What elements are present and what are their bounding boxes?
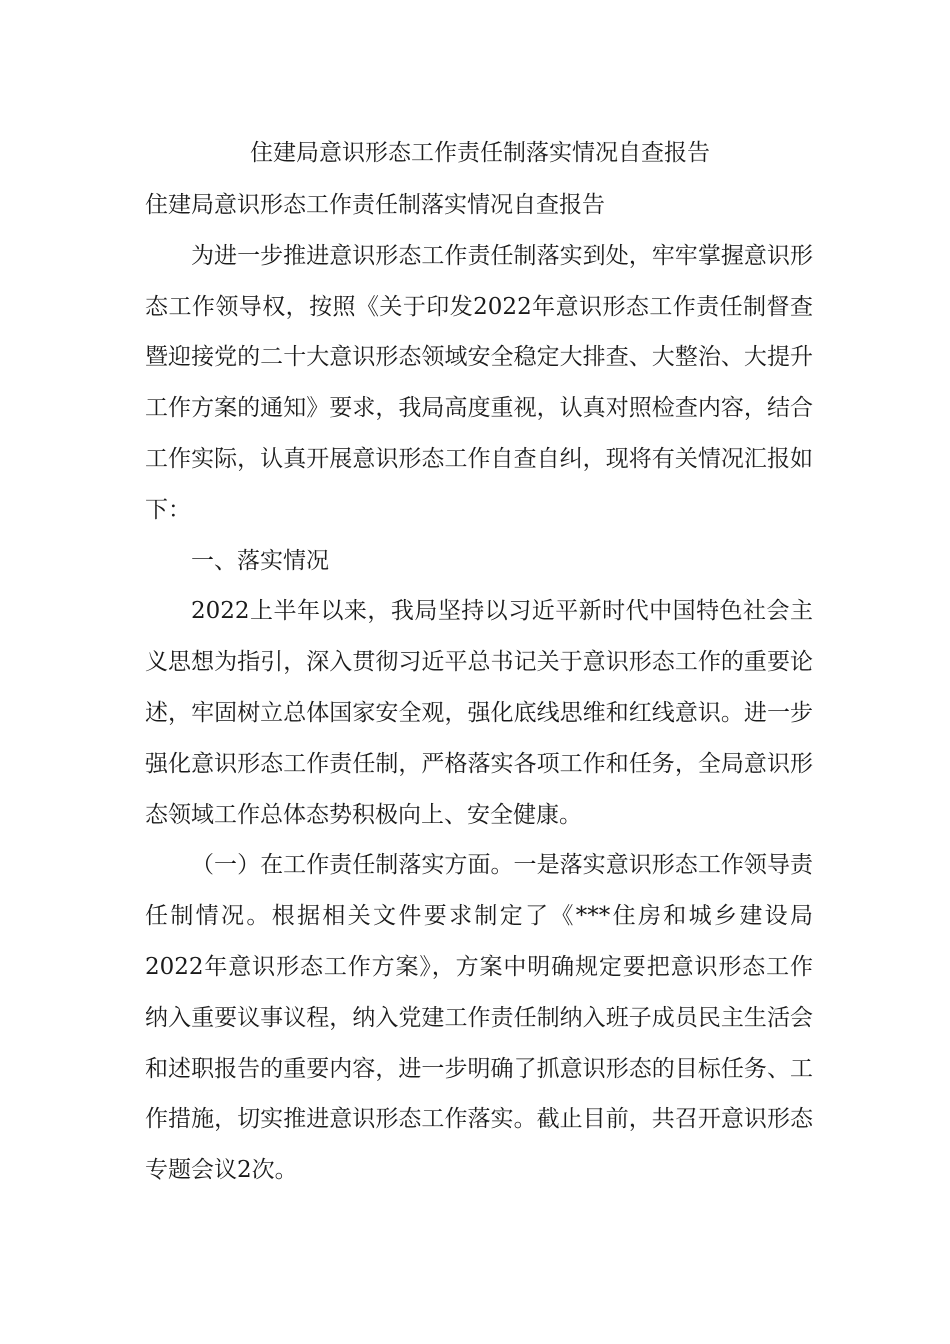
document-body: [145, 180, 813, 1196]
document-title: 住建局意识形态工作责任制落实情况自查报告: [250, 140, 710, 166]
overview-paragraph: 2022上半年以来，我局坚持以习近平新时代中国特色社会主义思想为指引，深入贯彻习近平总书记关于意识形态工作的重要论述，牢固树立总体国家安全观，强化底线思维和红线意识。进一步强化意识形态工作责任制，严格落实各项工作和任务，全局意识形态领域工作总体态势积极向上、安全健康。: [145, 598, 813, 828]
intro-paragraph: 为进一步推进意识形态工作责任制落实到处，牢牢掌握意识形态工作领导权，按照《关于印发2022年意识形态工作责任制督查暨迎接党的二十大意识形态领域安全稳定大排查、大整治、大提升工作方案的通知》要求，我局高度重视，认真对照检查内容，结合工作实际，认真开展意识形态工作自查自纠，现将有关情况汇报如下：: [145, 242, 813, 523]
responsibility-paragraph: （一）在工作责任制落实方面。一是落实意识形态工作领导责任制情况。根据相关文件要求制定了《***住房和城乡建设局2022年意识形态工作方案》，方案中明确规定要把意识形态工作纳入重要议事议程，纳入党建工作责任制纳入班子成员民主生活会和述职报告的重要内容，进一步明确了抓意识形态的目标任务、工作措施，切实推进意识形态工作落实。截止目前，共召开意识形态专题会议2次。: [145, 852, 813, 1184]
section-heading: 一、落实情况: [191, 547, 329, 574]
repeated-title-paragraph: 住建局意识形态工作责任制落实情况自查报告: [145, 192, 605, 218]
